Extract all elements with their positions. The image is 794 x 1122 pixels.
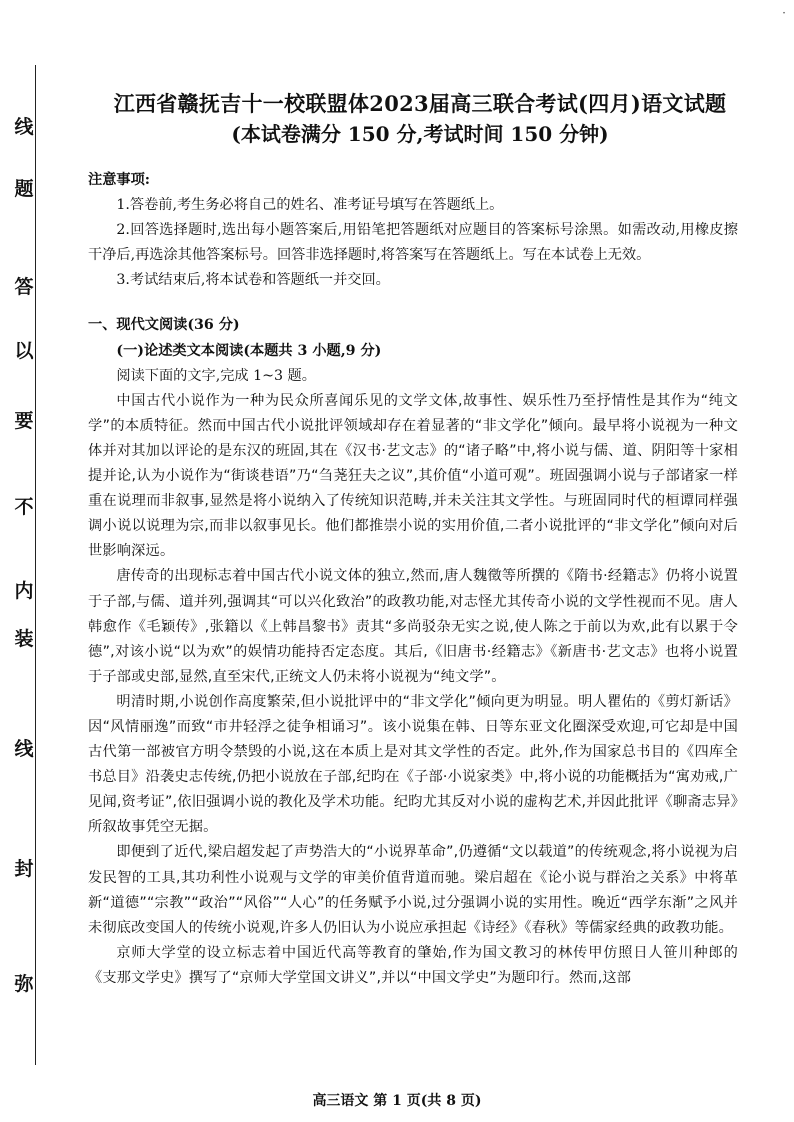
margin-char: 以 xyxy=(14,340,34,362)
passage-paragraph: 京师大学堂的设立标志着中国近代高等教育的肇始,作为国文教习的林传甲仿照日人笹川种郎的《支那文学史》撰写了“京师大学堂国文讲义”,并以“中国文学史”为题印行。然而,这部 xyxy=(88,944,738,986)
document-body xyxy=(88,168,738,991)
margin-char: 弥 xyxy=(14,973,34,995)
margin-char: 线 xyxy=(14,738,34,760)
notice-heading: 注意事项: xyxy=(88,172,150,188)
notice-item: 1.答卷前,考生务必将自己的姓名、准考证号填写在答题纸上。 xyxy=(116,197,504,214)
notice-item: 2.回答选择题时,选出每小题答案后,用铅笔把答题纸对应题目的答案标号涂黑。如需改动,用橡皮擦干净后,再选涂其他答案标号。回答非选择题时,将答案写在答题纸上。写在本试卷上无效。 xyxy=(88,222,738,264)
margin-char: 封 xyxy=(14,858,34,880)
page-subtitle: (本试卷满分 150 分,考试时间 150 分钟) xyxy=(231,122,609,146)
margin-char: 不 xyxy=(14,496,34,518)
page-title: 江西省赣抚吉十一校联盟体2023届高三联合考试(四月)语文试题 xyxy=(113,91,727,116)
notice-block xyxy=(88,168,738,293)
margin-char: 装 xyxy=(14,628,34,650)
margin-char: 内 xyxy=(14,580,34,602)
passage-paragraph: 唐传奇的出现标志着中国古代小说文体的独立,然而,唐人魏徵等所撰的《隋书·经籍志》仍将小说置于子部,与儒、道并列,强调其“可以兴化致治”的政教功能,对志怪尤其传奇小说的文学性视而不见。唐人韩愈作《毛颖传》,张籍以《上韩昌黎书》责其“多尚驳杂无实之说,使人陈之于前以为欢,此有以累于令德”,对该小说“以为欢”的娱情功能持否定态度。其后,《旧唐书·经籍志》《新唐书·艺文志》也将小说置于子部或史部,显然,直至宋代,正统文人仍未将小说视为“纯文学”。 xyxy=(88,568,738,685)
reading-passage xyxy=(88,389,738,991)
margin-char: 答 xyxy=(14,276,34,298)
reading-instruction: 阅读下面的文字,完成 1~3 题。 xyxy=(116,367,316,384)
margin-char: 题 xyxy=(14,178,34,200)
passage-paragraph: 中国古代小说作为一种为民众所喜闻乐见的文学文体,故事性、娱乐性乃至抒情性是其作为“纯文学”的本质特征。然而中国古代小说批评领域却存在着显著的“非文学化”倾向。最早将小说视为一种文体并对其加以评论的是东汉的班固,其在《汉书·艺文志》的“诸子略”中,将小说与儒、道、阴阳等十家相提并论,认为小说作为“街谈巷语”乃“刍荛狂夫之议”,其价值“小道可观”。班固强调小说与子部诸家一样重在说理而非叙事,显然是将小说纳入了传统知识范畴,并未关注其文学性。与班固同时代的桓谭同样强调小说以说理为宗,而非以叙事见长。他们都推崇小说的实用价值,二者小说批评的“非文学化”倾向对后世影响深远。 xyxy=(88,392,738,560)
corner-mark: · xyxy=(782,6,786,20)
notice-item: 3.考试结束后,将本试卷和答题纸一并交回。 xyxy=(116,272,390,289)
margin-char: 要 xyxy=(14,410,34,432)
passage-paragraph: 即便到了近代,梁启超发起了声势浩大的“小说界革命”,仍遵循“文以载道”的传统观念,将小说视为启发民智的工具,其功利性小说观与文学的审美价值背道而驰。梁启超在《论小说与群治之关系》中将革新“道德”“宗教”“政治”“风俗”“人心”的任务赋予小说,过分强调小说的实用性。晚近“西学东渐”之风并未彻底改变国人的传统小说观,许多人仍旧认为小说应承担起《诗经》《春秋》等儒家经典的政教功能。 xyxy=(88,844,738,936)
section-heading: 一、现代文阅读(36 分) xyxy=(88,317,240,334)
margin-line xyxy=(35,65,36,1065)
subsection-heading: (一)论述类文本阅读(本题共 3 小题,9 分) xyxy=(116,342,382,359)
page-footer: 高三语文 第 1 页(共 8 页) xyxy=(312,1093,482,1109)
passage-paragraph: 明清时期,小说创作高度繁荣,但小说批评中的“非文学化”倾向更为明显。明人瞿佑的《剪灯新话》因“风情丽逸”而致“市井轻浮之徒争相诵习”。该小说集在韩、日等东亚文化圈深受欢迎,可它却是中国古代第一部被官方明令禁毁的小说,这在本质上是对其文学性的否定。此外,作为国家总书目的《四库全书总目》沿袭史志传统,仍把小说放在子部,纪昀在《子部·小说家类》中,将小说的功能概括为“寓劝戒,广见闻,资考证”,依旧强调小说的教化及学术功能。纪昀尤其反对小说的虚构艺术,并因此批评《聊斋志异》所叙故事凭空无据。 xyxy=(88,693,738,836)
margin-char: 线 xyxy=(14,116,34,138)
